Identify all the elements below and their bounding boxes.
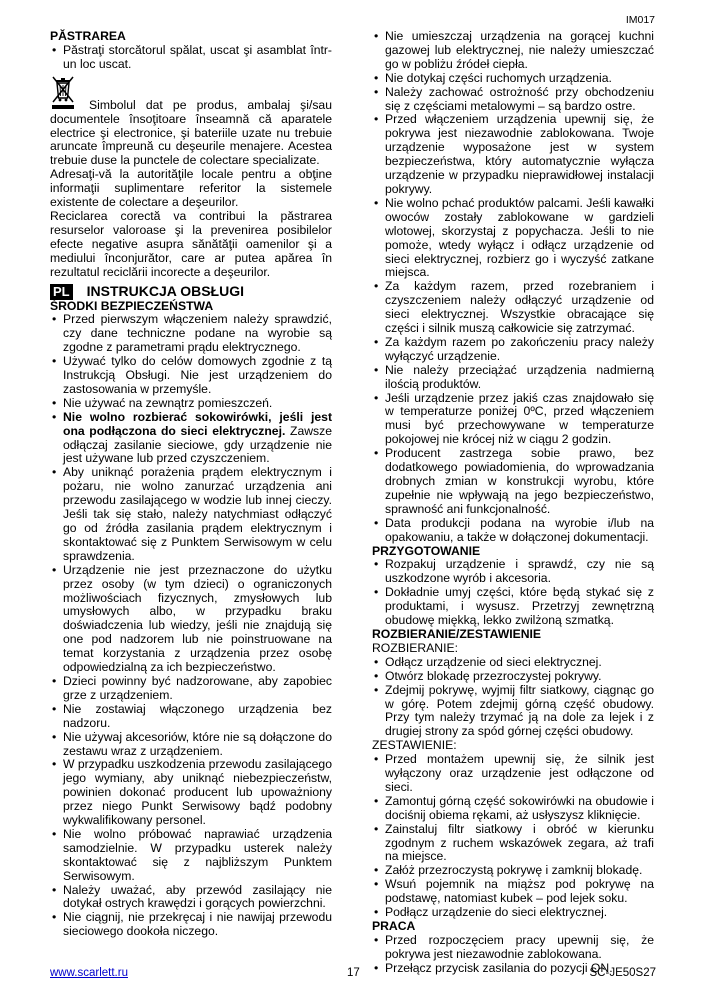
list-item: • Za każdym razem po zakończeniu pracy należy wyłączyć urządzenie. (372, 336, 654, 364)
safety-list (50, 313, 332, 939)
ro-storage-list (50, 44, 332, 72)
safety-title: ŚRODKI BEZPIECZEŃSTWA (50, 298, 214, 313)
list-item: • Nie używaj akcesoriów, które nie są dołączone do zestawu wraz z urządzeniem. (50, 731, 332, 759)
list-item: • Producent zastrzega sobie prawo, bez dodatkowego powiadomienia, do wprowadzania drobnych zmian w konstrukcji wyrobu, które zupełnie nie wpływają na jego bezpieczeństwo, sprawność ani funkcjonalność. (372, 447, 654, 517)
list-item: • Zainstaluj filtr siatkowy i obróć w kierunku zgodnym z ruchem wskazówek zegara, aż trafi na miejsce. (372, 823, 654, 865)
page-number: 17 (347, 967, 360, 979)
list-item: • Dokładnie umyj części, które będą stykać się z produktami, i wysusz. Przetrzyj zewnętrzną obudowę miękką, lekko zwilżoną szmatką. (372, 586, 654, 628)
preparation-list (372, 558, 654, 628)
list-item: • Jeśli urządzenie przez jakiś czas znajdowało się w temperaturze poniżej 0ºC, przed włączeniem musi być przechowywane w temperaturze pokojowej nie krócej niż w ciągu 2 godzin. (372, 392, 654, 448)
assembly-subtitle: ZESTAWIENIE: (372, 738, 457, 753)
language-badge: PL (50, 284, 73, 300)
list-item: • Otwórz blokadę przezroczystej pokrywy. (372, 670, 654, 684)
safety-list-continued (372, 30, 654, 545)
list-item: • Przed pierwszym włączeniem należy sprawdzić, czy dane techniczne podane na wyrobie są zgodne z parametrami prądu elektrycznego. (50, 313, 332, 355)
list-item: • Należy uważać, aby przewód zasilający nie dotykał ostrych krawędzi i gorących powierzchni. (50, 884, 332, 912)
list-item: • Przed rozpoczęciem pracy upewnij się, że pokrywa jest niezawodnie zablokowana. (372, 934, 654, 962)
warning-text: Zawsze odłączaj zasilanie sieciowe, gdy urządzenie nie jest używane lub przed czyszczeniem. (63, 423, 332, 466)
list-item: • Załóż przezroczystą pokrywę i zamknij blokadę. (372, 864, 654, 878)
pl-section-header (50, 284, 332, 300)
list-item: • Przed włączeniem urządzenia upewnij się, że pokrywa jest niezawodnie zablokowana. Twoje urządzenie wyposażone jest w system bezpieczeństwa, który automatycznie wyłącza urządzenie w przypadku nieprawidłowej instalacji pokrywy. (372, 113, 654, 196)
ro-recycling-text: Simbolul dat pe produs, ambalaj şi/sau documentele însoţitoare înseamnă că aparatele electrice şi electronice, şi bateriile uzate nu trebuie aruncate împreună cu deşeurile menajere. Acestea trebuie duse la punctele de colectare specializate. (50, 97, 332, 168)
list-item: • Rozpakuj urządzenie i sprawdź, czy nie są uszkodzone wyrób i akcesoria. (372, 558, 654, 586)
list-item: • Dzieci powinny być nadzorowane, aby zapobiec grze z urządzeniem. (50, 675, 332, 703)
product-code: SC-JE50S27 (589, 967, 656, 979)
preparation-title: PRZYGOTOWANIE (372, 543, 481, 558)
list-item: • Odłącz urządzenie od sieci elektrycznej. (372, 656, 654, 670)
list-item: • Nie należy przeciążać urządzenia nadmierną ilością produktów. (372, 364, 654, 392)
assembly-title: ROZBIERANIE/ZESTAWIENIE (372, 626, 542, 641)
left-column (50, 30, 332, 939)
list-item: • Nie wolno próbować naprawiać urządzenia samodzielnie. W przypadku usterek należy skontaktować się z najbliższym Punktem Serwisowym. (50, 828, 332, 884)
ro-storage-title: PĂSTRAREA (50, 29, 126, 43)
operation-title: PRACA (372, 919, 416, 933)
list-item: • Nie umieszczaj urządzenia na gorącej kuchni gazowej lub elektrycznej, nie należy umieszczać go w pobliżu źródeł ciepła. (372, 30, 654, 72)
ro-recycling-text-2: Adresaţi-vă la autorităţile locale pentru a obţine informaţii suplimentare referitor la sistemele existente de colectare a deşeurilor. (50, 167, 332, 210)
recycling-block (50, 74, 332, 112)
list-item: • Za każdym razem, przed rozebraniem i czyszczeniem należy odłączyć urządzenie od sieci elektrycznej. Wszystkie obracające się części i silnik muszą całkowicie się zatrzymać. (372, 280, 654, 336)
list-item: • Păstraţi storcătorul spălat, uscat şi asamblat într-un loc uscat. (50, 44, 332, 72)
manual-title: INSTRUKCJA OBSŁUGI (86, 282, 245, 299)
list-item: • Nie wolno pchać produktów palcami. Jeśli kawałki owoców zostały zablokowane w gardzieli wlotowej, skorzystaj z popychacza. Jeśli to nie pomoże, wtedy wyłącz i odłącz urządzenie od sieci elektrycznej, rozbierz go i wyczyść zatkane miejsca. (372, 197, 654, 280)
website-link[interactable]: www.scarlett.ru (50, 967, 128, 979)
list-item: • Przełącz przycisk zasilania do pozycji ON. (372, 962, 654, 976)
assembly-list (372, 753, 654, 920)
list-item: • Urządzenie nie jest przeznaczone do użytku przez osoby (w tym dzieci) o ograniczonych możliwościach fizycznych, zmysłowych lub umysłowych albo, w przypadku braku doświadczenia lub wiedzy, jeśli nie znajdują się one pod nadzorem lub nie poinstruowane na temat korzystania z urządzenia przez osobę odpowiedzialną za ich bezpieczeństwo. (50, 564, 332, 675)
disassembly-subtitle: ROZBIERANIE: (372, 640, 459, 655)
list-item: • Używać tylko do celów domowych zgodnie z tą Instrukcją Obsługi. Nie jest urządzeniem do zastosowania w przemyśle. (50, 355, 332, 397)
disassembly-list (372, 656, 654, 739)
list-item: • Wsuń pojemnik na miąższ pod pokrywę na podstawę, natomiast kubek – pod lejek soku. (372, 878, 654, 906)
model-code: IM017 (625, 14, 655, 26)
list-item: • Zamontuj górną część sokowirówki na obudowie i dociśnij obiema rękami, aż usłyszysz kliknięcie. (372, 795, 654, 823)
list-item: • Data produkcji podana na wyrobie i/lub na opakowaniu, a także w dołączonej dokumentacji. (372, 517, 654, 545)
list-item: • Podłącz urządzenie do sieci elektrycznej. (372, 906, 654, 920)
list-item: • Nie dotykaj części ruchomych urządzenia. (372, 72, 654, 86)
list-item: • Zdejmij pokrywę, wyjmij filtr siatkowy, ciągnąc go w górę. Potem zdejmij górną część obudowy. Przy tym należy trzymać ją na dole za lejek i z drugiej strony za spód górnej części obudowy. (372, 684, 654, 740)
list-item: • Aby uniknąć porażenia prądem elektrycznym i pożaru, nie wolno zanurzać urządzenia ani przewodu zasilającego w wodzie lub innej cieczy. Jeśli tak się stało, należy natychmiast odłączyć go od źródła zasilania prądem elektrycznym i skontaktować się z Punktem Serwisowym w celu sprawdzenia. (50, 466, 332, 563)
list-item: • W przypadku uszkodzenia przewodu zasilającego jego wymiany, aby uniknąć niebezpieczeństw, powinien dokonać producent lub upoważniony przez niego Punkt Serwisowy bądź podobny wykwalifikowany personel. (50, 758, 332, 828)
list-item: • Nie używać na zewnątrz pomieszczeń. (50, 397, 332, 411)
crossed-bin-icon (50, 74, 76, 110)
list-item: • Przed montażem upewnij się, że silnik jest wyłączony oraz urządzenie jest odłączone od sieci. (372, 753, 654, 795)
right-column (372, 30, 654, 976)
list-item: • Nie zostawiaj włączonego urządzenia bez nadzoru. (50, 703, 332, 731)
list-item: • Nie ciągnij, nie przekręcaj i nie nawijaj przewodu sieciowego dookoła niczego. (50, 911, 332, 939)
list-item (50, 411, 332, 467)
list-item: • Należy zachować ostrożność przy obchodzeniu się z częściami metalowymi – są bardzo ostre. (372, 86, 654, 114)
bold-warning: Nie wolno rozbierać sokowirówki, jeśli jest ona podłączona do sieci elektrycznej. (63, 409, 332, 438)
ro-recycling-text-3: Reciclarea corectă va contribui la păstrarea resurselor valoroase şi la prevenirea posibilelor efecte negative asupra sănătăţii oamenilor şi a mediului înconjurător, care ar putea apărea în rezultatul reciclării incorecte a deşeurilor. (50, 208, 332, 279)
